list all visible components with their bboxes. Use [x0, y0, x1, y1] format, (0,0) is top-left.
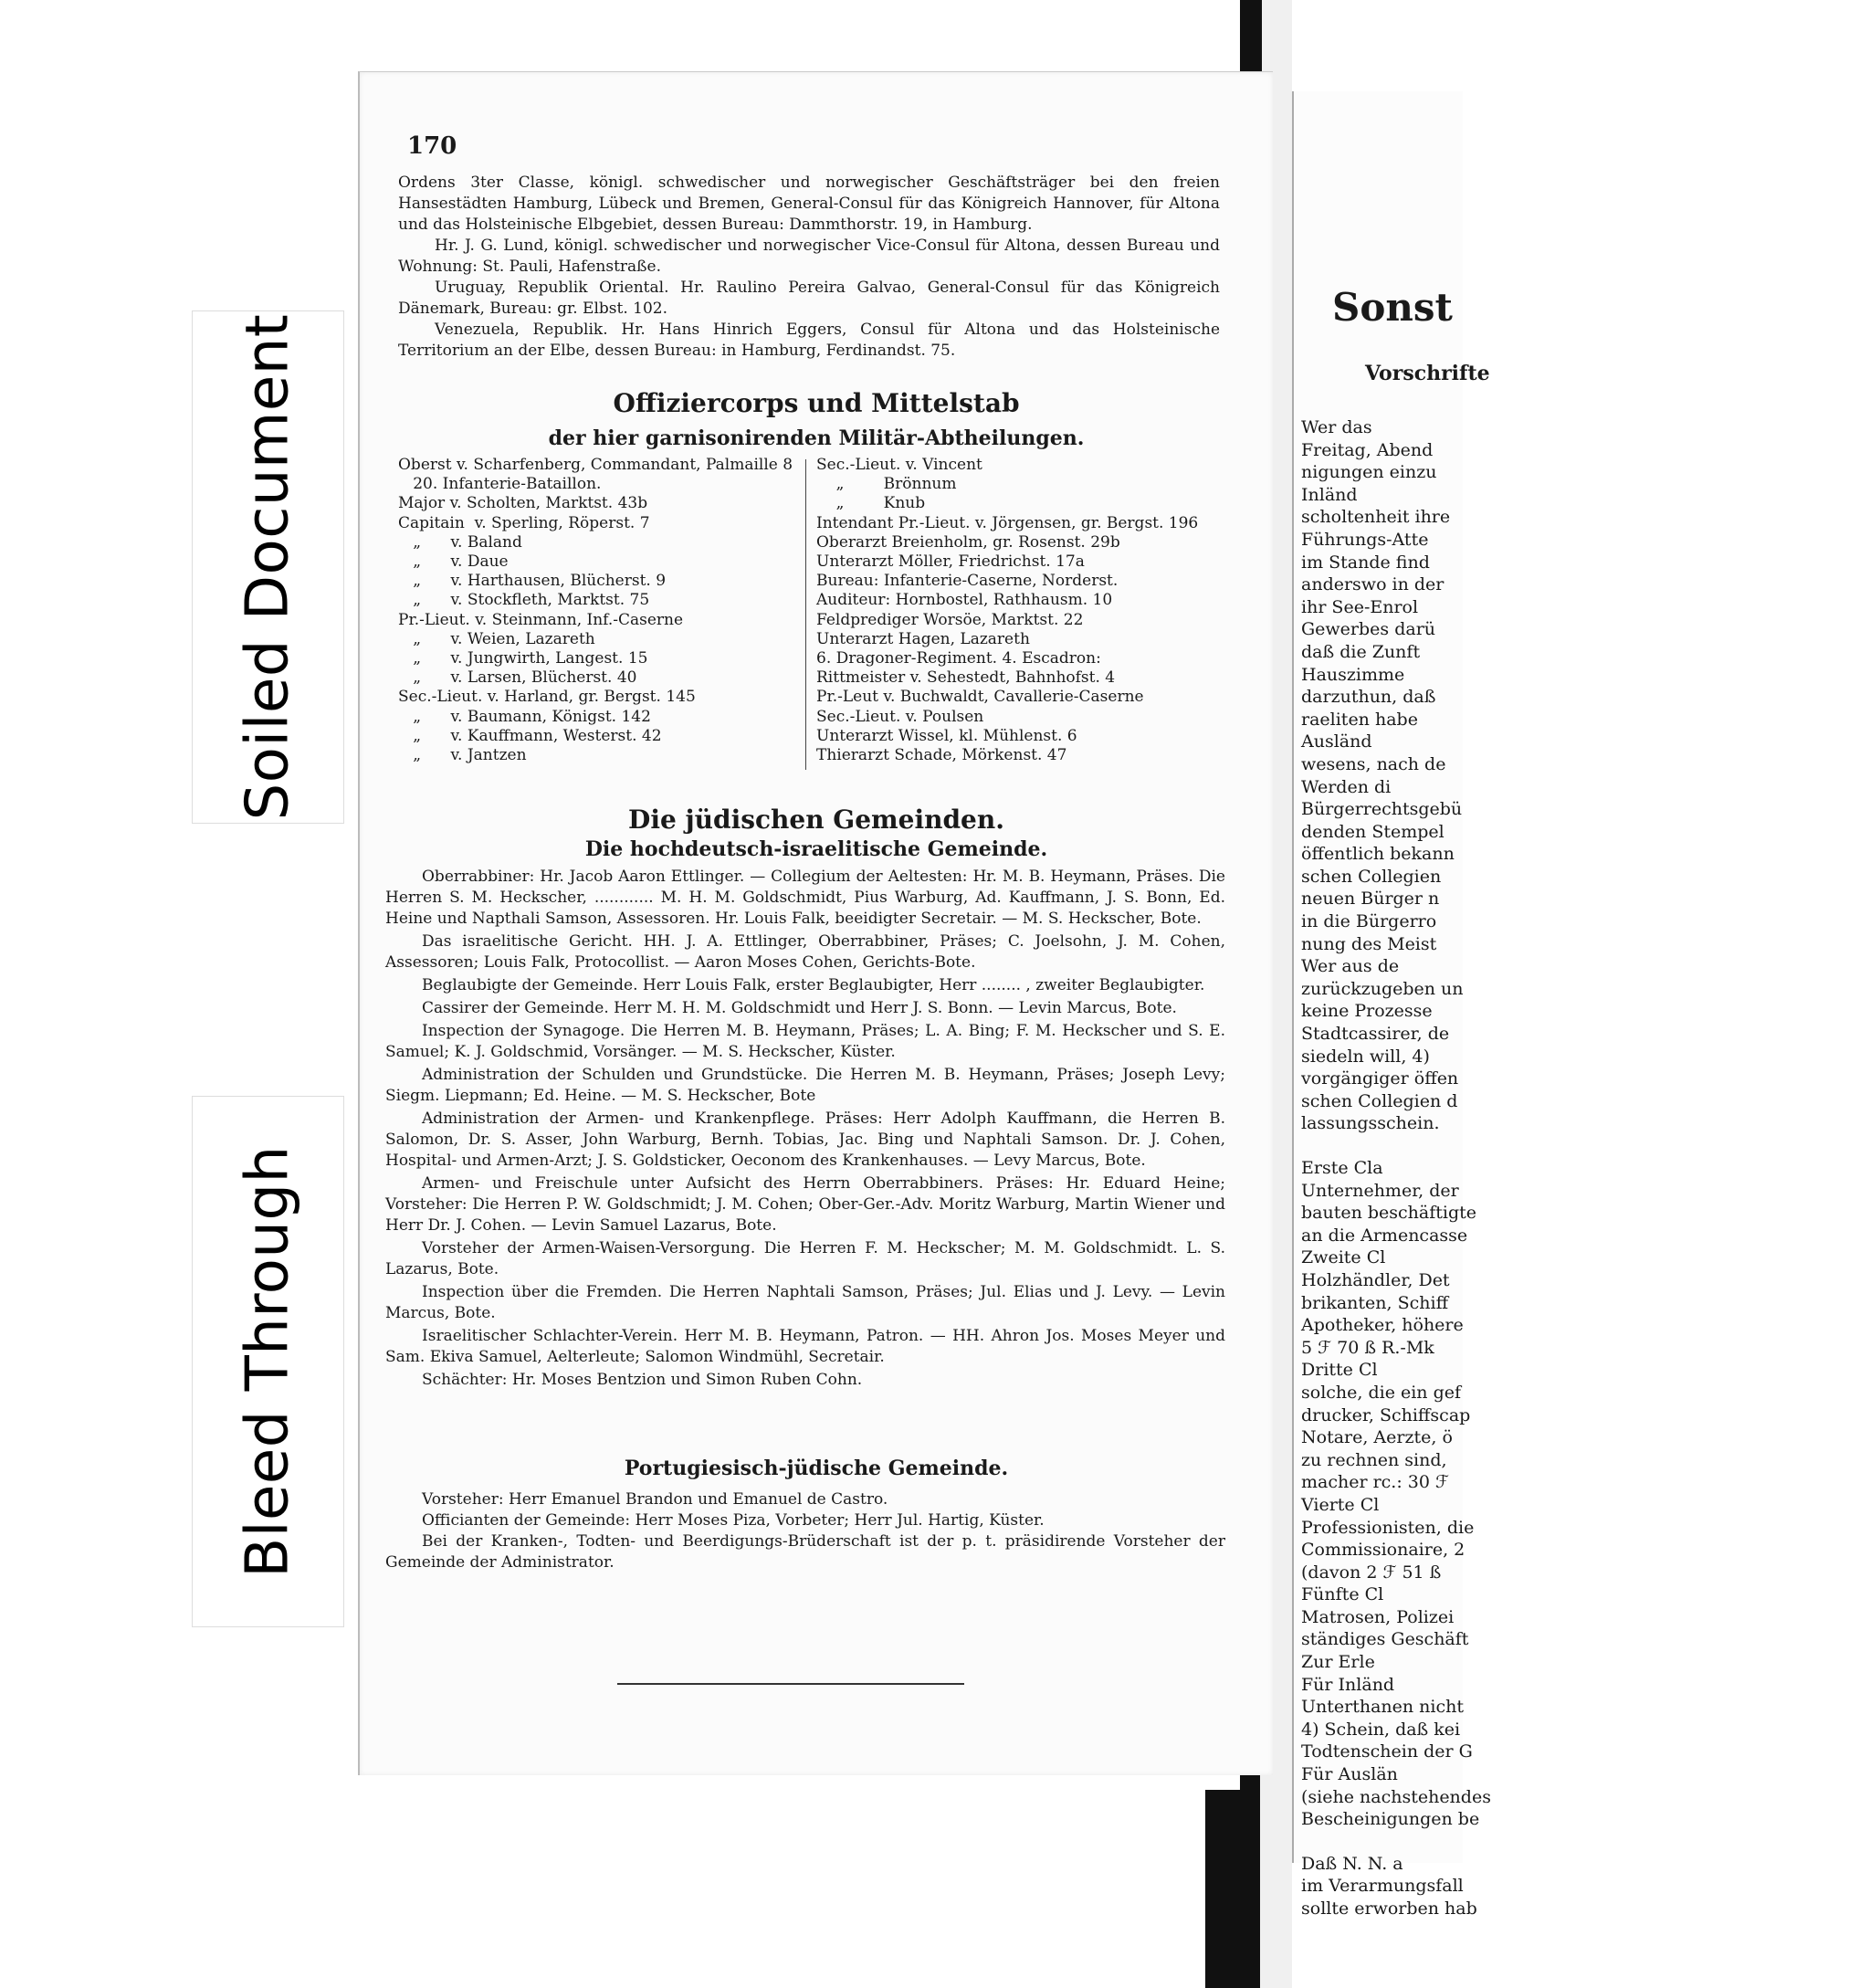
- right-page-line: Hauszimme: [1301, 664, 1405, 685]
- right-page-line: öffentlich bekann: [1301, 844, 1455, 865]
- officer-entry: „ v. Jantzen: [398, 746, 527, 765]
- right-page-line: solche, die ein gef: [1301, 1382, 1462, 1403]
- community-paragraph: Vorsteher der Armen-Waisen-Versorgung. Die Herren F. M. Heckscher; M. M. Goldschmidt. L. S. Lazarus, Bote.: [385, 1239, 1231, 1278]
- officer-entry: „ v. Kauffmann, Westerst. 42: [398, 726, 662, 745]
- right-page-line: daß die Zunft: [1301, 641, 1421, 662]
- right-page-line: wesens, nach de: [1301, 753, 1446, 774]
- officer-entry: Intendant Pr.-Lieut. v. Jörgensen, gr. Bergst. 196: [816, 513, 1199, 532]
- scan-black-bar-bottom: [1205, 1790, 1260, 1988]
- right-page-line: Freitag, Abend: [1301, 439, 1434, 460]
- right-page-line: Für Inländ: [1301, 1674, 1395, 1695]
- officers-heading: Offiziercorps und Mittelstab: [613, 388, 1020, 418]
- right-page-line: Inländ: [1301, 484, 1358, 505]
- document-page-right: [1292, 91, 1491, 1919]
- officer-entry: „ v. Jungwirth, Langest. 15: [398, 649, 648, 668]
- soiled-document-label: [192, 310, 344, 824]
- officer-entry: „ Knub: [816, 494, 926, 513]
- right-page-line: Ausländ: [1301, 731, 1372, 752]
- right-page-line: Unternehmer, der: [1301, 1180, 1459, 1201]
- officer-entry: „ v. Harthausen, Blücherst. 9: [398, 572, 667, 591]
- officers-column-left: [398, 456, 800, 765]
- officer-entry: „ v. Daue: [398, 552, 509, 572]
- right-page-line: 5 ℱ 70 ß R.-Mk: [1301, 1337, 1434, 1358]
- bleed-through-text: Bleed Through: [234, 1145, 302, 1578]
- right-page-line: ihr See-Enrol: [1301, 596, 1419, 617]
- officer-entry: 6. Dragoner-Regiment. 4. Escadron:: [816, 649, 1101, 668]
- right-page-line: Bürgerrechtsgebü: [1301, 799, 1463, 820]
- right-page-line: Führungs-Atte: [1301, 529, 1429, 550]
- right-page-line: Notare, Aerzte, ö: [1301, 1427, 1453, 1448]
- right-page-line: Zur Erle: [1301, 1652, 1375, 1673]
- right-page-line: im Stande find: [1301, 552, 1430, 573]
- officer-entry: „ v. Baland: [398, 532, 522, 552]
- officer-entry: Sec.-Lieut. v. Vincent: [816, 456, 982, 474]
- officer-entry: Oberarzt Breienholm, gr. Rosenst. 29b: [816, 532, 1120, 552]
- right-page-line: keine Prozesse: [1301, 1001, 1433, 1022]
- jewish-subheading: Die hochdeutsch-israelitische Gemeinde.: [584, 837, 1048, 861]
- right-page-subheading: Vorschrifte: [1365, 362, 1490, 385]
- officer-entry: Rittmeister v. Sehestedt, Bahnhofst. 4: [816, 668, 1116, 688]
- right-page-line: Fünfte Cl: [1301, 1584, 1384, 1605]
- right-page-line: anderswo in der: [1301, 574, 1445, 595]
- right-page-line: Zweite Cl: [1301, 1247, 1386, 1268]
- officer-entry: „ v. Stockfleth, Marktst. 75: [398, 591, 650, 610]
- bleed-through-label: [192, 1096, 344, 1627]
- consul-paragraph: Ordens 3ter Classe, königl. schwedischer und norwegischer Geschäftsträger bei den freien Hansestädten Hamburg, Lübeck und Bremen, General-Consul für das Königreich Hannover, für Altona und das Holsteinische Elbgebiet, dessen Bureau: Dammthorstr. 19, in Hamburg.: [398, 174, 1225, 234]
- right-page-line: siedeln will, 4): [1301, 1046, 1430, 1067]
- right-page-line: zurückzugeben un: [1301, 978, 1464, 999]
- right-page-line: nigungen einzu: [1301, 462, 1437, 483]
- right-page-line: Bescheinigungen be: [1301, 1809, 1480, 1830]
- right-page-line: Commissionaire, 2: [1301, 1540, 1466, 1561]
- community-paragraph: Inspection über die Fremden. Die Herren Naphtali Samson, Präses; Jul. Elias und J. Levy. — Levin Marcus, Bote.: [385, 1283, 1231, 1322]
- officer-entry: Capitain v. Sperling, Röperst. 7: [398, 513, 650, 532]
- right-page-line: denden Stempel: [1301, 821, 1445, 842]
- community-paragraph: Administration der Schulden und Grundstücke. Die Herren M. B. Heymann, Präses; Joseph Levy; Siegm. Liepmann; Ed. Heine. — M. S. Heckscher, Bote: [385, 1066, 1231, 1105]
- officer-entry: „ Brönnum: [816, 475, 957, 494]
- right-page-line: nung des Meist: [1301, 933, 1437, 954]
- officer-entry: Pr.-Leut v. Buchwaldt, Cavallerie-Caserne: [816, 688, 1144, 707]
- community-paragraph: Schächter: Hr. Moses Bentzion und Simon Ruben Cohn.: [422, 1371, 863, 1389]
- page-number: 170: [407, 132, 457, 160]
- right-page-line: brikanten, Schiff: [1301, 1292, 1449, 1313]
- right-page-text: [1301, 416, 1849, 1920]
- right-page-line: (davon 2 ℱ 51 ß: [1301, 1562, 1442, 1583]
- officers-subheading: der hier garnisonirenden Militär-Abtheilungen.: [548, 426, 1085, 450]
- right-page-line: Wer das: [1301, 417, 1372, 437]
- officer-entry: Major v. Scholten, Marktst. 43b: [398, 494, 648, 513]
- right-page-line: scholtenheit ihre: [1301, 507, 1451, 528]
- right-page-line: bauten beschäftigte: [1301, 1203, 1477, 1224]
- community-paragraph: Armen- und Freischule unter Aufsicht des Herrn Oberrabbiners. Präses: Hr. Eduard Heine; Vorsteher: Die Herren P. W. Goldschmidt; J. M. Cohen; Ober-Ger.-Adv. Moritz Warburg, Martin Wiener und Herr Dr. J. Cohen. — Levin Samuel Lazarus, Bote.: [385, 1174, 1231, 1235]
- right-page-line: zu rechnen sind,: [1301, 1449, 1447, 1470]
- right-page-line: Wer aus de: [1301, 956, 1400, 977]
- officer-entry: 20. Infanterie-Bataillon.: [398, 475, 602, 494]
- community-paragraph: Beglaubigte der Gemeinde. Herr Louis Falk, erster Beglaubigter, Herr ........ , zweiter Beglaubigter.: [422, 976, 1205, 994]
- officers-column-divider: [805, 459, 806, 770]
- officer-entry: „ v. Baumann, Königst. 142: [398, 707, 651, 726]
- community-paragraph: Administration der Armen- und Krankenpflege. Präses: Herr Adolph Kauffmann, die Herren B. Salomon, Dr. S. Asser, John Warburg, Bernh. Tobias, Jac. Bing und Naphtali Samson. Dr. J. Cohen, Hospital- und Armen-Arzt; J. S. Goldsticker, Oeconom des Krankenhauses. — Levy Marcus, Bote.: [385, 1110, 1231, 1170]
- right-page-line: Für Auslän: [1301, 1764, 1398, 1785]
- right-page-line: lassungsschein.: [1301, 1113, 1440, 1134]
- right-page-line: 4) Schein, daß kei: [1301, 1719, 1461, 1740]
- document-page-left: [358, 71, 1273, 1775]
- right-page-line: raeliten habe: [1301, 709, 1418, 730]
- officer-entry: Oberst v. Scharfenberg, Commandant, Palmaille 8: [398, 456, 793, 474]
- officer-entry: Unterarzt Hagen, Lazareth: [816, 629, 1030, 648]
- right-page-line: schen Collegien d: [1301, 1090, 1458, 1111]
- officer-entry: Sec.-Lieut. v. Harland, gr. Bergst. 145: [398, 688, 696, 707]
- officer-entry: „ v. Weien, Lazareth: [398, 629, 595, 648]
- officer-entry: Sec.-Lieut. v. Poulsen: [816, 707, 984, 726]
- officer-entry: Bureau: Infanterie-Caserne, Norderst.: [816, 572, 1119, 591]
- right-page-line: vorgängiger öffen: [1301, 1068, 1459, 1089]
- right-page-line: neuen Bürger n: [1301, 889, 1440, 910]
- right-page-line: Holzhändler, Det: [1301, 1269, 1450, 1290]
- right-page-line: Todtenschein der G: [1301, 1741, 1473, 1762]
- consul-paragraph: Uruguay, Republik Oriental. Hr. Raulino Pereira Galvao, General-Consul für das Königreich Dänemark, Bureau: gr. Elbst. 102.: [398, 279, 1225, 318]
- portuguese-line: Officianten der Gemeinde: Herr Moses Piza, Vorbeter; Herr Jul. Hartig, Küster.: [422, 1511, 1045, 1530]
- officer-entry: Auditeur: Hornbostel, Rathhausm. 10: [816, 591, 1113, 610]
- right-page-line: [1301, 1831, 1849, 1853]
- right-page-line: macher rc.: 30 ℱ: [1301, 1472, 1449, 1493]
- officer-entry: Feldprediger Worsöe, Marktst. 22: [816, 610, 1084, 629]
- officer-entry: Pr.-Lieut. v. Steinmann, Inf.-Caserne: [398, 610, 684, 629]
- portuguese-line: Bei der Kranken-, Todten- und Beerdigungs-Brüderschaft ist der p. t. präsidirende Vorsteher der Gemeinde der Administrator.: [385, 1532, 1231, 1572]
- right-page-line: (siehe nachstehendes: [1301, 1786, 1491, 1807]
- officer-entry: Unterarzt Wissel, kl. Mühlenst. 6: [816, 726, 1077, 745]
- jewish-section: [385, 867, 1231, 1393]
- right-page-line: Unterthanen nicht: [1301, 1697, 1464, 1718]
- right-page-line: darzuthun, daß: [1301, 687, 1436, 708]
- right-page-line: sollte erworben hab: [1301, 1899, 1477, 1919]
- right-page-line: Matrosen, Polizei: [1301, 1606, 1455, 1627]
- portuguese-section: [385, 1489, 1231, 1573]
- officer-entry: Unterarzt Möller, Friedrichst. 17a: [816, 552, 1085, 572]
- right-page-line: Gewerbes darü: [1301, 619, 1436, 640]
- right-page-line: im Verarmungsfall: [1301, 1876, 1464, 1897]
- right-page-line: drucker, Schiffscap: [1301, 1404, 1471, 1425]
- right-page-line: Vierte Cl: [1301, 1494, 1380, 1515]
- right-page-line: in die Bürgerro: [1301, 911, 1437, 932]
- right-page-line: Professionisten, die: [1301, 1517, 1475, 1538]
- officer-entry: „ v. Larsen, Blücherst. 40: [398, 668, 637, 688]
- consul-section: [398, 173, 1225, 362]
- right-page-line: Apotheker, höhere: [1301, 1315, 1464, 1336]
- consul-paragraph: Hr. J. G. Lund, königl. schwedischer und norwegischer Vice-Consul für Altona, dessen Bureau und Wohnung: St. Pauli, Hafenstraße.: [398, 237, 1225, 276]
- portuguese-heading: Portugiesisch-jüdische Gemeinde.: [624, 1457, 1009, 1480]
- community-paragraph: Inspection der Synagoge. Die Herren M. B. Heymann, Präses; L. A. Bing; F. M. Heckscher und S. E. Samuel; K. J. Goldschmid, Vorsänger. — M. S. Heckscher, Küster.: [385, 1022, 1231, 1061]
- right-page-line: Daß N. N. a: [1301, 1853, 1403, 1874]
- community-paragraph: Das israelitische Gericht. HH. J. A. Ettlinger, Oberrabbiner, Präses; C. Joelsohn, J. M. Cohen, Assessoren; Louis Falk, Protocollist. — Aaron Moses Cohen, Gerichts-Bote.: [385, 932, 1231, 972]
- community-paragraph: Oberrabbiner: Hr. Jacob Aaron Ettlinger. — Collegium der Aeltesten: Hr. M. B. Heymann, Präses. Die Herren S. M. Heckscher, ............ M. H. M. Goldschmidt, Pius Warburg, Ad. Kauffmann, J. S. Bonn, Ed. Heine und Napthali Samson, Assessoren. Hr. Louis Falk, beeidigter Secretair. — M. S. Heckscher, Bote.: [385, 868, 1231, 928]
- consul-paragraph: Venezuela, Republik. Hr. Hans Hinrich Eggers, Consul für Altona und das Holsteinische Territorium an der Elbe, dessen Bureau: in Hamburg, Ferdinandst. 75.: [398, 321, 1225, 360]
- community-paragraph: Israelitischer Schlachter-Verein. Herr M. B. Heymann, Patron. — HH. Ahron Jos. Moses Meyer und Sam. Ekiva Samuel, Aelterleute; Salomon Windmühl, Secretair.: [385, 1327, 1231, 1366]
- right-page-line: ständiges Geschäft: [1301, 1629, 1469, 1650]
- right-page-line: Werden di: [1301, 776, 1392, 797]
- section-rule: [617, 1683, 964, 1685]
- right-page-line: Dritte Cl: [1301, 1360, 1378, 1381]
- officer-entry: Thierarzt Schade, Mörkenst. 47: [816, 746, 1067, 765]
- community-paragraph: Cassirer der Gemeinde. Herr M. H. M. Goldschmidt und Herr J. S. Bonn. — Levin Marcus, Bote.: [422, 999, 1177, 1017]
- right-page-line: schen Collegien: [1301, 866, 1442, 887]
- officers-column-right: [816, 456, 1245, 765]
- portuguese-line: Vorsteher: Herr Emanuel Brandon und Emanuel de Castro.: [422, 1490, 888, 1509]
- right-page-heading: Sonst: [1332, 285, 1453, 330]
- right-page-line: an die Armencasse: [1301, 1225, 1468, 1246]
- right-page-line: Stadtcassirer, de: [1301, 1024, 1450, 1045]
- soiled-document-text: Soiled Document: [234, 313, 302, 821]
- right-page-line: Erste Cla: [1301, 1158, 1383, 1178]
- right-page-line: [1301, 1135, 1849, 1157]
- jewish-heading: Die jüdischen Gemeinden.: [628, 805, 1004, 835]
